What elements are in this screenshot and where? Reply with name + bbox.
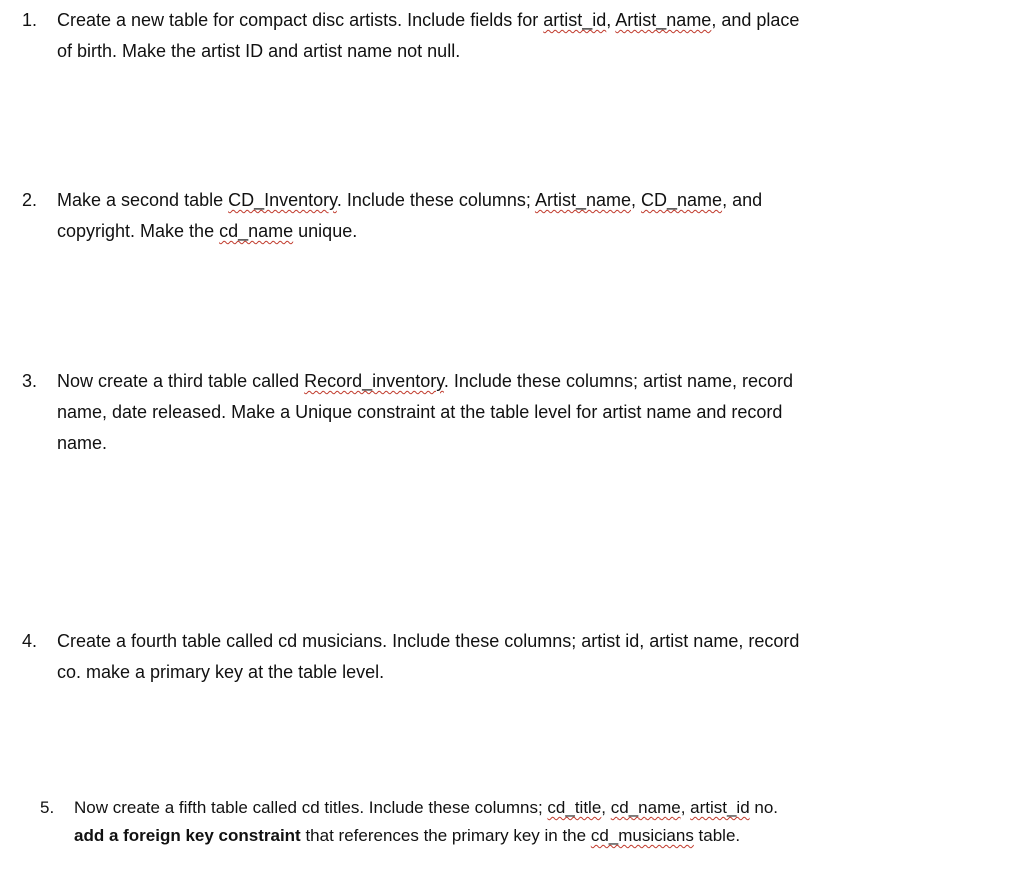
text-segment: Now create a fifth table called cd titles. Include these columns;	[74, 798, 548, 817]
item-number: 1.	[22, 10, 38, 30]
spellcheck-word: CD_Inventory	[228, 190, 337, 210]
text-segment: ,	[601, 798, 611, 817]
bold-phrase: add a foreign key constraint	[74, 826, 301, 845]
item-text	[57, 626, 957, 688]
spellcheck-word: Artist_name	[534, 190, 631, 210]
spellcheck-word: artist_id	[690, 798, 750, 817]
text-segment: name.	[57, 433, 108, 453]
text-segment: Create a fourth table called cd musicians. Include these columns; artist id, artist name, record	[57, 631, 800, 651]
item-number: 4.	[22, 631, 38, 651]
text-segment: Now create a third table called	[57, 371, 305, 391]
spellcheck-word: cd_title	[547, 798, 602, 817]
item-number: 2.	[22, 190, 38, 210]
spellcheck-word: cd_name	[610, 798, 681, 817]
spellcheck-word: artist_id	[543, 10, 607, 30]
item-text	[57, 185, 957, 247]
text-segment: ,	[606, 10, 616, 30]
text-segment: ,	[680, 798, 691, 817]
text-segment: of birth. Make the artist ID and artist name not null.	[57, 41, 461, 61]
text-segment: name, date released. Make a Unique constraint at the table level for artist name and record	[57, 402, 783, 422]
text-segment: Create a new table for compact disc artists. Include fields for	[57, 10, 544, 30]
spellcheck-word: CD_name	[641, 190, 723, 210]
text-segment: , and	[722, 190, 763, 210]
spellcheck-word: cd_name	[219, 221, 294, 241]
text-segment: Make a second table	[57, 190, 229, 210]
spellcheck-word: Artist_name	[615, 10, 712, 30]
text-segment: unique.	[293, 221, 358, 241]
item-text	[74, 794, 954, 850]
spellcheck-word: cd_musicians	[590, 826, 694, 845]
item-text	[57, 5, 957, 67]
text-segment: ,	[631, 190, 642, 210]
spellcheck-word: Record_inventory	[304, 371, 444, 391]
text-segment: co. make a primary key at the table level.	[57, 662, 385, 682]
text-segment: , and place	[711, 10, 800, 30]
item-number: 5.	[40, 798, 55, 817]
text-segment: no.	[749, 798, 779, 817]
text-segment: . Include these columns; artist name, record	[443, 371, 794, 391]
text-segment: table.	[693, 826, 741, 845]
text-segment: . Include these columns;	[336, 190, 535, 210]
item-number: 3.	[22, 371, 38, 391]
text-segment: that references the primary key in the	[300, 826, 591, 845]
item-text	[57, 366, 957, 459]
text-segment: copyright. Make the	[57, 221, 220, 241]
